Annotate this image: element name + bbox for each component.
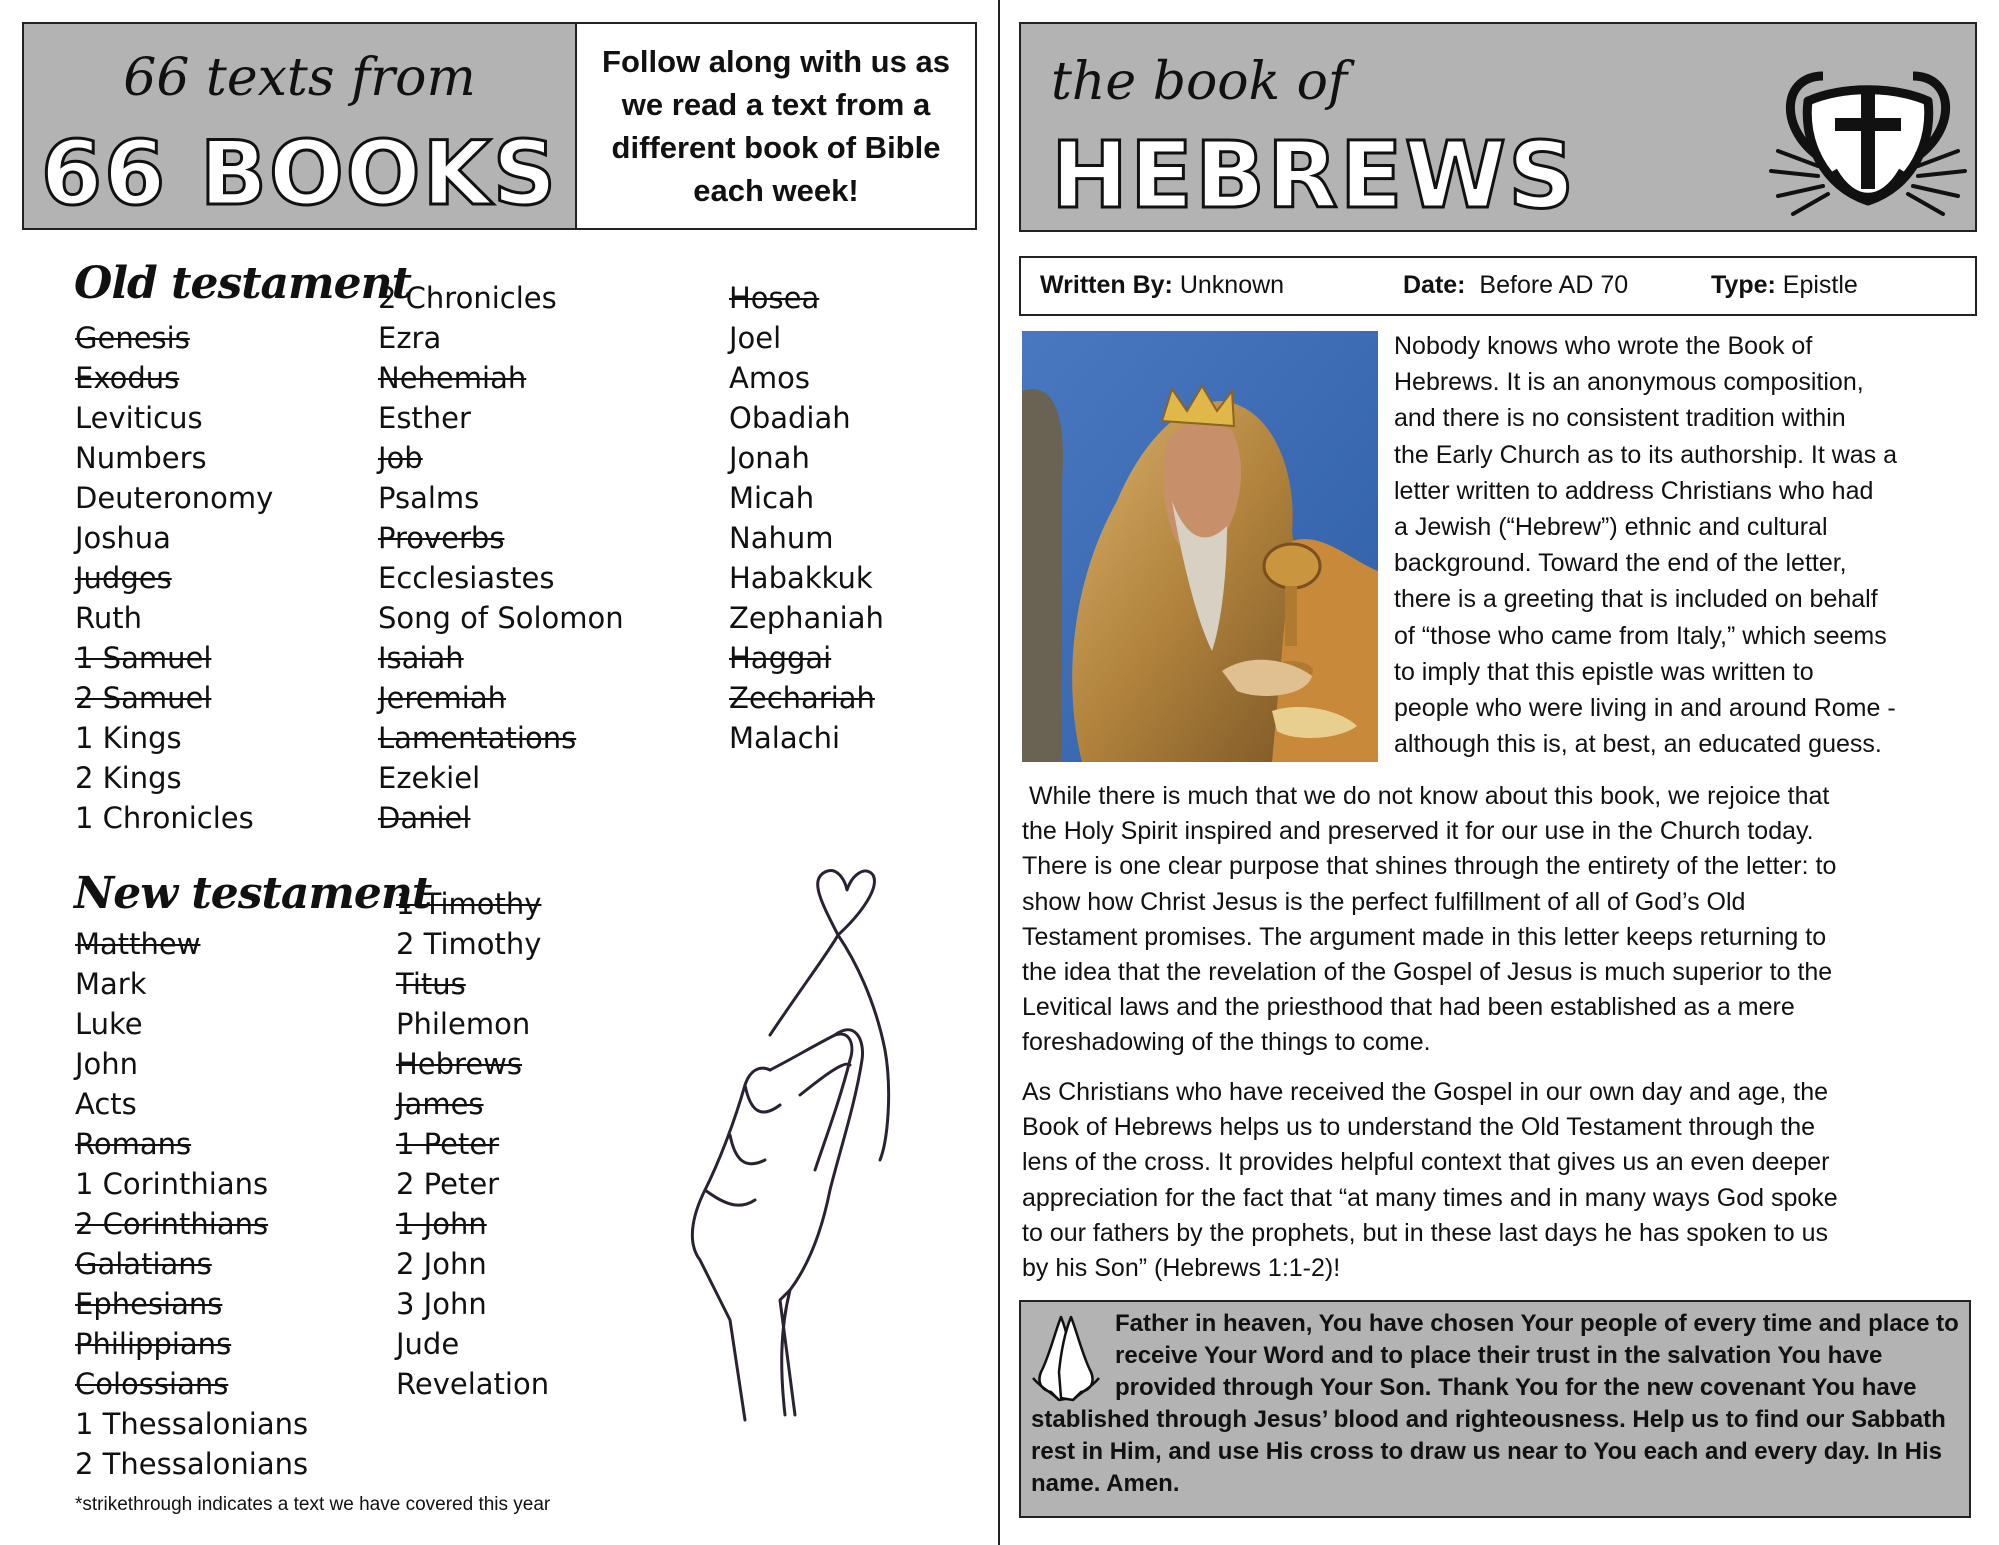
book-2-timothy: 2 Timothy: [396, 927, 542, 961]
old-testament-column-3: [729, 278, 884, 758]
book-mark: Mark: [75, 967, 147, 1001]
book-luke: Luke: [75, 1007, 143, 1041]
header-script-title: the book of: [1051, 52, 1348, 112]
prayer-text-container: [1031, 1308, 1961, 1500]
book-jonah: Jonah: [729, 441, 810, 475]
priest-painting-image: [1022, 331, 1378, 762]
intro-paragraph: [1394, 328, 1964, 762]
book-habakkuk: Habakkuk: [729, 561, 873, 595]
written-by: Written By: Unknown: [1040, 271, 1285, 299]
book-nahum: Nahum: [729, 521, 834, 555]
book-acts: Acts: [75, 1087, 137, 1121]
book-obadiah: Obadiah: [729, 401, 851, 435]
book-ephesians: Ephesians: [75, 1287, 223, 1321]
book-lamentations: Lamentations: [378, 721, 577, 755]
follow-along-text: Follow along with us as we read a text from a different book of Bible each week!: [602, 44, 950, 208]
follow-along-box: [577, 22, 977, 230]
book-ezra: Ezra: [378, 321, 442, 355]
text-line: lens of the cross. It provides helpful context that gives us an even deeper: [1022, 1148, 1830, 1177]
book-2-chronicles: 2 Chronicles: [378, 281, 557, 315]
book-titus: Titus: [396, 967, 466, 1001]
book-2-john: 2 John: [396, 1247, 487, 1281]
book-info-bar: [1019, 256, 1977, 316]
book-esther: Esther: [378, 401, 471, 435]
prayer-box: [1019, 1300, 1971, 1518]
text-line: although this is, at best, an educated guess.: [1394, 730, 1882, 759]
book-james: James: [396, 1087, 484, 1121]
book-haggai: Haggai: [729, 641, 832, 675]
book-joel: Joel: [729, 321, 782, 355]
text-line: As Christians who have received the Gospel in our own day and age, the: [1022, 1078, 1829, 1106]
text-line: show how Christ Jesus is the perfect fulfillment of all of God’s Old: [1022, 887, 1746, 916]
book-revelation: Revelation: [396, 1367, 550, 1401]
text-line: Testament promises. The argument made in this letter keeps returning to: [1022, 922, 1827, 951]
text-line: There is one clear purpose that shines through the entirety of the letter: to: [1022, 852, 1837, 881]
book-1-corinthians: 1 Corinthians: [75, 1167, 269, 1201]
book-2-thessalonians: 2 Thessalonians: [75, 1447, 309, 1481]
text-line: background. Toward the end of the letter,: [1394, 549, 1847, 578]
book-amos: Amos: [729, 361, 810, 395]
header-script-title: 66 texts from: [123, 48, 476, 108]
book-3-john: 3 John: [396, 1287, 487, 1321]
book-zechariah: Zechariah: [729, 681, 875, 715]
book-colossians: Colossians: [75, 1367, 229, 1401]
text-line: foreshadowing of the things to come.: [1022, 1028, 1431, 1057]
book-romans: Romans: [75, 1127, 192, 1161]
text-line: of “those who came from Italy,” which seems: [1394, 621, 1887, 650]
book-deuteronomy: Deuteronomy: [75, 481, 274, 515]
book-2-peter: 2 Peter: [396, 1167, 500, 1201]
purpose-paragraph: [1022, 779, 1972, 1061]
book-1-kings: 1 Kings: [75, 721, 182, 755]
book-1-timothy: 1 Timothy: [396, 887, 542, 921]
book-2-corinthians: 2 Corinthians: [75, 1207, 269, 1241]
text-line: Hebrews. It is an anonymous composition,: [1394, 368, 1864, 397]
text-line: the Holy Spirit inspired and preserved it for our use in the Church today.: [1022, 817, 1814, 846]
book-1-thessalonians: 1 Thessalonians: [75, 1407, 309, 1441]
type: Type: Epistle: [1711, 271, 1858, 299]
old-testament-column-2: [378, 278, 624, 838]
hebrews-big-title: HEBREWS: [1051, 122, 1577, 229]
book-philippians: Philippians: [75, 1327, 232, 1361]
text-line: people who were living in and around Rome -: [1394, 694, 1896, 723]
book-1-peter: 1 Peter: [396, 1127, 500, 1161]
book-judges: Judges: [75, 561, 172, 595]
book-leviticus: Leviticus: [75, 401, 203, 435]
book-matthew: Matthew: [75, 927, 201, 961]
book-john: John: [75, 1047, 139, 1081]
text-line: by his Son” (Hebrews 1:1-2)!: [1022, 1254, 1341, 1283]
book-1-chronicles: 1 Chronicles: [75, 801, 254, 835]
text-line: the Early Church as to its authorship. It was a: [1394, 440, 1898, 469]
book-1-john: 1 John: [396, 1207, 487, 1241]
book-jude: Jude: [396, 1327, 460, 1361]
old-testament-title: Old testament: [74, 258, 411, 309]
sixty-six-books-header: [22, 22, 577, 230]
book-numbers: Numbers: [75, 441, 207, 475]
text-line: to imply that this epistle was written to: [1394, 657, 1814, 686]
book-genesis: Genesis: [75, 321, 190, 355]
text-line: Nobody knows who wrote the Book of: [1394, 332, 1813, 360]
book-ezekiel: Ezekiel: [378, 761, 481, 795]
book-philemon: Philemon: [396, 1007, 531, 1041]
cross-shield-logo-icon: [1763, 46, 1973, 226]
book-isaiah: Isaiah: [378, 641, 464, 675]
book-psalms: Psalms: [378, 481, 480, 515]
application-paragraph: [1022, 1075, 1972, 1286]
book-daniel: Daniel: [378, 801, 471, 835]
book-exodus: Exodus: [75, 361, 180, 395]
header-big-title: 66 BOOKS: [40, 122, 559, 225]
book-ruth: Ruth: [75, 601, 142, 635]
book-hosea: Hosea: [729, 281, 820, 315]
book-ecclesiastes: Ecclesiastes: [378, 561, 555, 595]
page-divider: [998, 0, 1000, 1545]
text-line: the idea that the revelation of the Gospel of Jesus is much superior to the: [1022, 958, 1833, 987]
new-testament-column-2: [396, 884, 549, 1404]
text-line: there is a greeting that is included on behalf: [1394, 585, 1878, 614]
book-jeremiah: Jeremiah: [378, 681, 506, 715]
new-testament-title: New testament: [74, 868, 432, 919]
praying-hands-icon: [1031, 1312, 1101, 1404]
book-malachi: Malachi: [729, 721, 841, 755]
prayer-text: Father in heaven, You have chosen Your people of every time and place to receive Your Word and to place their trust in the salvation You have provided through Your Son. Thank You for the new covenant You have stablished through Jesus’ blood and righteousness. Help us to find our Sabbath rest in Him, and use His cross to draw us near to You each and every day. In His name. Amen.: [1031, 1310, 1959, 1497]
book-job: Job: [378, 441, 423, 475]
book-hebrews: Hebrews: [396, 1047, 523, 1081]
book-2-kings: 2 Kings: [75, 761, 182, 795]
book-2-samuel: 2 Samuel: [75, 681, 212, 715]
text-line: appreciation for the fact that “at many times and in many ways God spoke: [1022, 1183, 1838, 1212]
book-song-of-solomon: Song of Solomon: [378, 601, 624, 635]
new-testament-column-1: [75, 924, 308, 1484]
book-galatians: Galatians: [75, 1247, 212, 1281]
book-proverbs: Proverbs: [378, 521, 505, 555]
praying-hands-heart-icon: [640, 860, 910, 1425]
text-line: a Jewish (“Hebrew”) ethnic and cultural: [1394, 513, 1828, 542]
book-micah: Micah: [729, 481, 815, 515]
book-1-samuel: 1 Samuel: [75, 641, 212, 675]
text-line: to our fathers by the prophets, but in these last days he has spoken to us: [1022, 1218, 1829, 1247]
book-joshua: Joshua: [75, 521, 171, 555]
text-line: Book of Hebrews helps us to understand the Old Testament through the: [1022, 1113, 1816, 1142]
text-line: While there is much that we do not know about this book, we rejoice that: [1022, 782, 1830, 810]
strikethrough-footnote: *strikethrough indicates a text we have covered this year: [75, 1494, 551, 1515]
book-nehemiah: Nehemiah: [378, 361, 527, 395]
hebrews-header: [1019, 22, 1977, 232]
text-line: letter written to address Christians who had: [1394, 476, 1874, 505]
text-line: Levitical laws and the priesthood that had been established as a mere: [1022, 993, 1795, 1022]
text-line: and there is no consistent tradition within: [1394, 404, 1846, 433]
old-testament-column-1: [75, 318, 273, 838]
date: Date: Before AD 70: [1403, 271, 1629, 299]
book-zephaniah: Zephaniah: [729, 601, 884, 635]
